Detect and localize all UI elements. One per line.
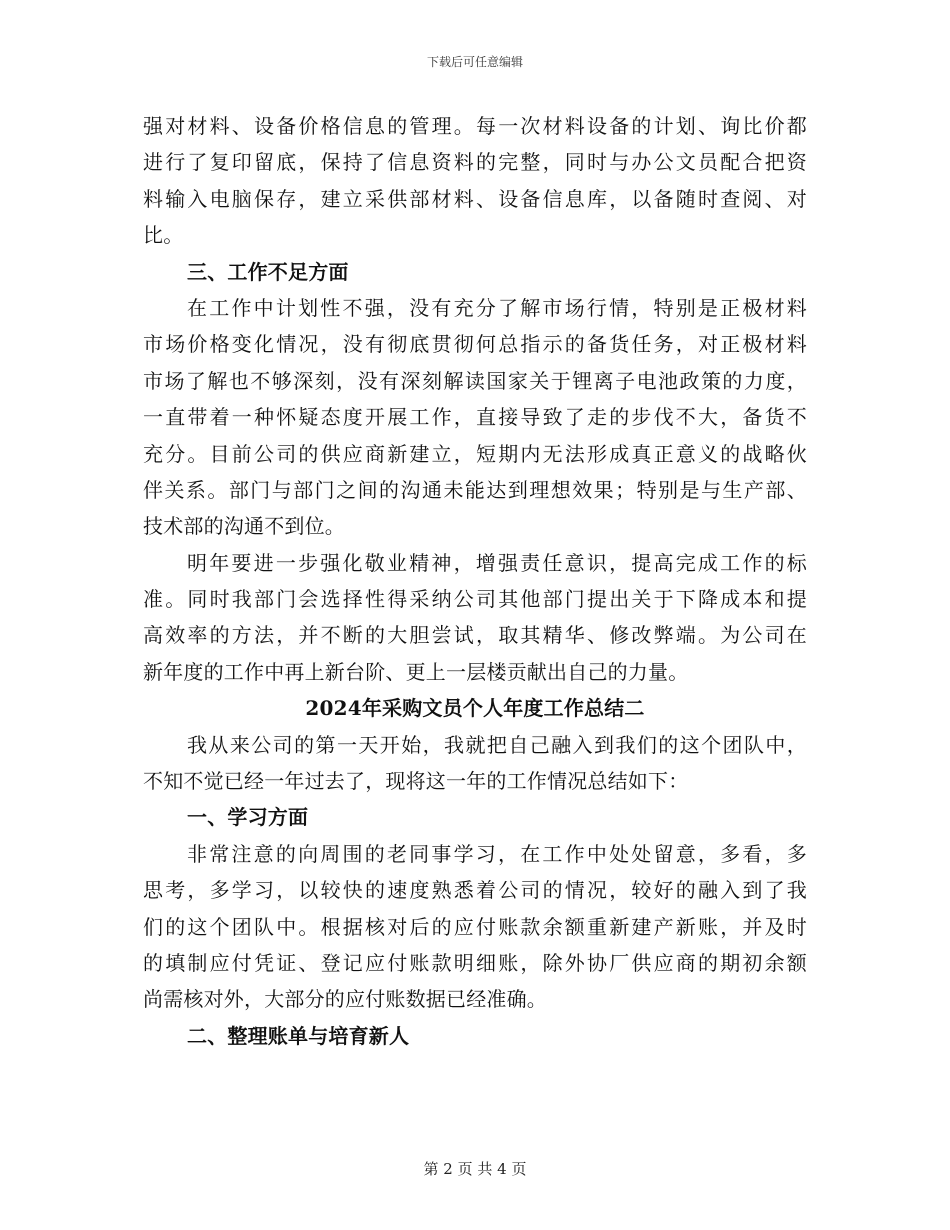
text-line: 技术部的沟通不到位。 <box>143 514 345 539</box>
text-line: 明年要进一步强化敬业精神，增强责任意识，提高完成工作的标 <box>187 550 807 575</box>
text-line: 新年度的工作中再上新台阶、更上一层楼贡献出自己的力量。 <box>143 659 689 684</box>
text-line: 料输入电脑保存，建立采供部材料、设备信息库，以备随时查阅、对 <box>143 186 807 211</box>
text-line: 不知不觉已经一年过去了，现将这一年的工作情况总结如下： <box>143 769 689 794</box>
text-line: 进行了复印留底，保持了信息资料的完整，同时与办公文员配合把资 <box>143 150 807 175</box>
text-line: 比。 <box>143 223 184 248</box>
text-line: 市场了解也不够深刻，没有深刻解读国家关于锂离子电池政策的力度， <box>143 368 807 393</box>
text-line: 思考，多学习，以较快的速度熟悉着公司的情况，较好的融入到了我 <box>143 878 807 903</box>
text-line: 在工作中计划性不强，没有充分了解市场行情，特别是正极材料 <box>187 295 807 320</box>
section-heading: 三、工作不足方面 <box>187 259 349 284</box>
document-body <box>143 110 807 1056</box>
text-line: 准。同时我部门会选择性得采纳公司其他部门提出关于下降成本和提 <box>143 587 807 612</box>
text-line: 们的这个团队中。根据核对后的应付账款余额重新建产新账，并及时 <box>143 914 807 939</box>
text-line: 非常注意的向周围的老同事学习，在工作中处处留意，多看，多 <box>187 841 807 866</box>
text-line: 一直带着一种怀疑态度开展工作，直接导致了走的步伐不大，备货不 <box>143 405 807 430</box>
text-line: 我从来公司的第一天开始，我就把自己融入到我们的这个团队中， <box>187 732 807 757</box>
text-line: 市场价格变化情况，没有彻底贯彻何总指示的备货任务，对正极材料 <box>143 332 807 357</box>
section-heading: 二、整理账单与培育新人 <box>187 1023 410 1048</box>
page-number-footer: 第 2 页 共 4 页 <box>423 1160 527 1178</box>
text-line: 充分。目前公司的供应商新建立，短期内无法形成真正意义的战略伙 <box>143 441 807 466</box>
text-line: 尚需核对外，大部分的应付账数据已经准确。 <box>143 987 547 1012</box>
page-header-note: 下载后可任意编辑 <box>426 55 523 69</box>
section-heading: 一、学习方面 <box>187 805 309 830</box>
text-line: 高效率的方法，并不断的大胆尝试，取其精华、修改弊端。为公司在 <box>143 623 807 648</box>
text-line: 伴关系。部门与部门之间的沟通未能达到理想效果；特别是与生产部、 <box>143 477 807 502</box>
document-title: 2024年采购文员个人年度工作总结二 <box>305 696 645 721</box>
text-line: 的填制应付凭证、登记应付账款明细账，除外协厂供应商的期初余额 <box>143 950 807 975</box>
text-line: 强对材料、设备价格信息的管理。每一次材料设备的计划、询比价都 <box>143 114 807 138</box>
